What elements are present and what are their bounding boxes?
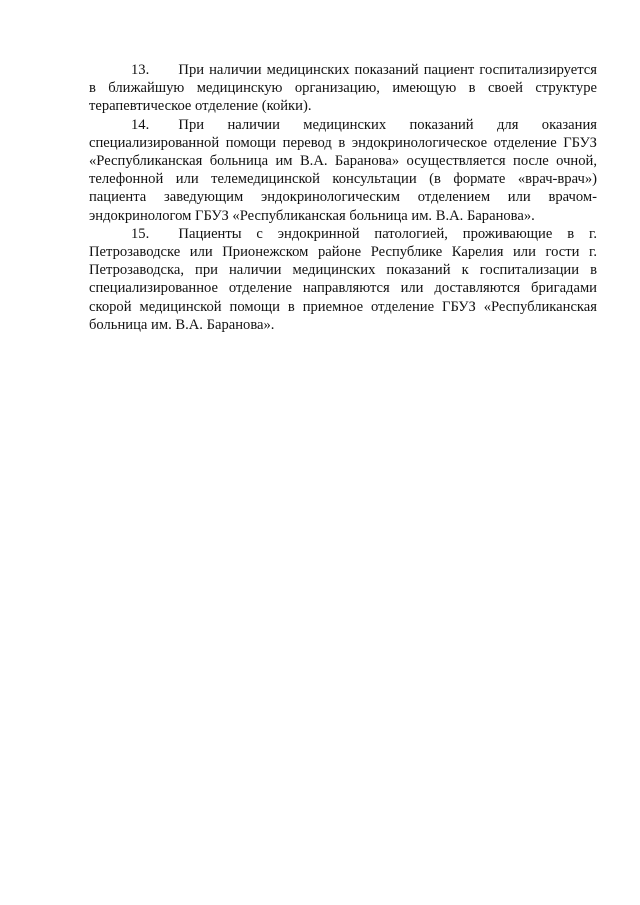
- document-body: [89, 61, 597, 334]
- paragraph-13: 13. При наличии медицинских показаний пациент госпитализируется в ближайшую медицинскую организацию, имеющую в своей структуре терапевтическое отделение (койки).: [89, 62, 597, 115]
- paragraph-14: 14. При наличии медицинских показаний для оказания специализированной помощи перевод в эндокринологическое отделение ГБУЗ «Республиканская больница им В.А. Баранова» осуществляется после очной, телефонной или телемедицинской консультации (в формате «врач-врач») пациента заведующим эндокринологическим отделением или врачом-эндокринологом ГБУЗ «Республиканская больница им. В.А. Баранова».: [89, 116, 597, 224]
- paragraph-15: 15. Пациенты с эндокринной патологией, проживающие в г. Петрозаводске или Прионежском районе Республике Карелия или гости г. Петрозаводска, при наличии медицинских показаний к госпитализации в специализированное отделение направляются или доставляются бригадами скорой медицинской помощи в приемное отделение ГБУЗ «Республиканская больница им. В.А. Баранова».: [89, 225, 597, 333]
